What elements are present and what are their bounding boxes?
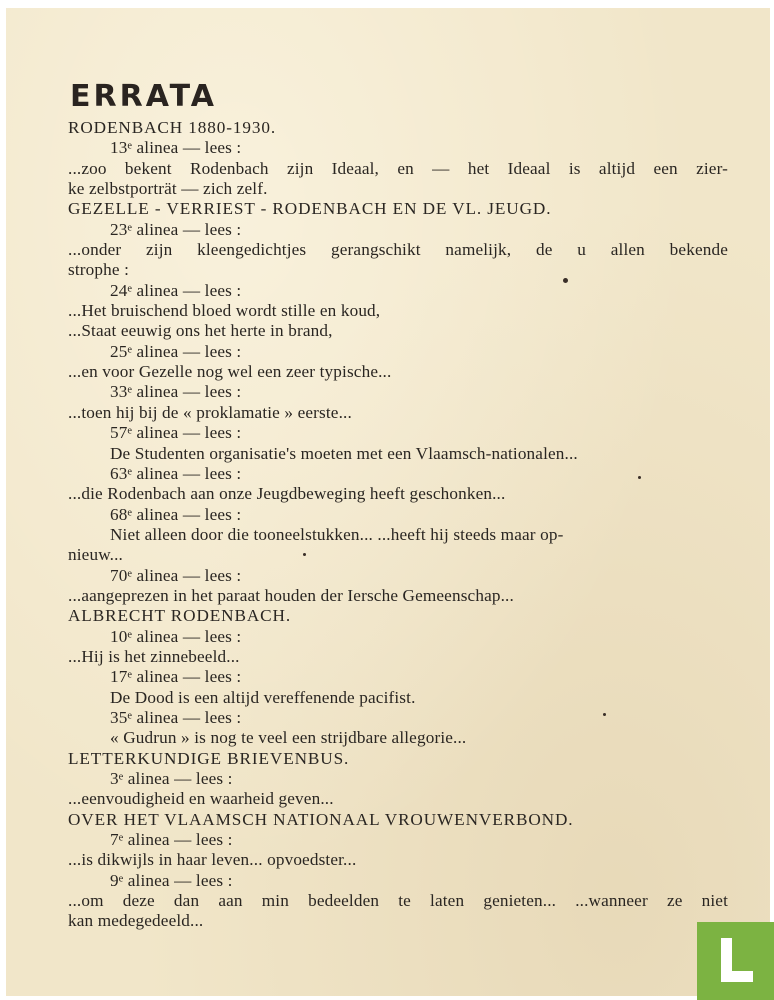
correction-line: strophe : [68,260,130,280]
section-heading: GEZELLE - VERRIEST - RODENBACH EN DE VL. JEUGD. [68,199,552,219]
correction-line: ...zoo bekent Rodenbach zijn Ideaal, en — het Ideaal is altijd een zier- [68,158,728,178]
correction-line: ...is dikwijls in haar leven... opvoedster... [68,850,357,870]
alinea-reference: 17ᵉ alinea — lees : [110,667,242,687]
paper-sheet [6,8,770,996]
correction-line: ...Staat eeuwig ons het herte in brand, [68,321,333,341]
correction-line: De Studenten organisatie's moeten met een Vlaamsch-nationalen... [110,443,578,463]
alinea-reference: 7ᵉ alinea — lees : [110,830,233,850]
correction-line: ...die Rodenbach aan onze Jeugdbeweging heeft geschonken... [68,484,506,504]
alinea-reference: 3ᵉ alinea — lees : [110,769,233,788]
correction-line: kan medegedeeld... [68,911,204,931]
paper-speck [303,553,306,556]
correction-line: ...en voor Gezelle nog wel een zeer typische... [68,362,392,382]
correction-line: Niet alleen door die tooneelstukken... ...heeft hij steeds maar op- [110,524,564,544]
correction-line: ...aangeprezen in het paraat houden der Iersche Gemeenschap... [68,585,514,605]
alinea-reference: 57ᵉ alinea — lees : [110,423,242,443]
alinea-reference: 24ᵉ alinea — lees : [110,280,242,300]
paper-speck [603,713,606,716]
alinea-reference: 23ᵉ alinea — lees : [110,219,242,239]
section-heading: RODENBACH 1880-1930. [68,118,277,137]
site-logo-l-icon [697,922,774,1000]
alinea-reference: 35ᵉ alinea — lees : [110,707,242,727]
logo-l-foot [721,971,753,982]
errata-lines [68,118,728,932]
alinea-reference: 33ᵉ alinea — lees : [110,382,242,402]
correction-line: ...Hij is het zinnebeeld... [68,646,240,666]
correction-line: ke zelbstporträt — zich zelf. [68,179,268,199]
alinea-reference: 10ᵉ alinea — lees : [110,626,242,646]
section-heading: OVER HET VLAAMSCH NATIONAAL VROUWENVERBOND. [68,809,574,829]
alinea-reference: 68ᵉ alinea — lees : [110,504,242,524]
correction-line: « Gudrun » is nog te veel een strijdbare allegorie... [110,728,467,748]
correction-line: ...Het bruischend bloed wordt stille en koud, [68,301,381,321]
alinea-reference: 70ᵉ alinea — lees : [110,565,242,585]
alinea-reference: 63ᵉ alinea — lees : [110,463,242,483]
alinea-reference: 25ᵉ alinea — lees : [110,341,242,361]
alinea-reference: 9ᵉ alinea — lees : [110,870,233,890]
errata-content [68,78,728,932]
section-heading: LETTERKUNDIGE BRIEVENBUS. [68,748,350,768]
correction-line: ...eenvoudigheid en waarheid geven... [68,789,334,809]
paper-speck [638,476,641,479]
page-title: ERRATA [70,79,217,114]
alinea-reference: 13ᵉ alinea — lees : [110,138,242,158]
correction-line: De Dood is een altijd vereffenende pacifist. [110,687,416,707]
paper-speck [563,278,568,283]
section-heading: ALBRECHT RODENBACH. [68,606,292,626]
correction-line: ...onder zijn kleengedichtjes gerangschikt namelijk, de u allen bekende [68,240,728,260]
correction-line: ...toen hij bij de « proklamatie » eerste... [68,402,352,422]
correction-line: nieuw... [68,545,123,565]
correction-line: ...om deze dan aan min bedeelden te laten genieten... ...wanneer ze niet [68,891,728,911]
